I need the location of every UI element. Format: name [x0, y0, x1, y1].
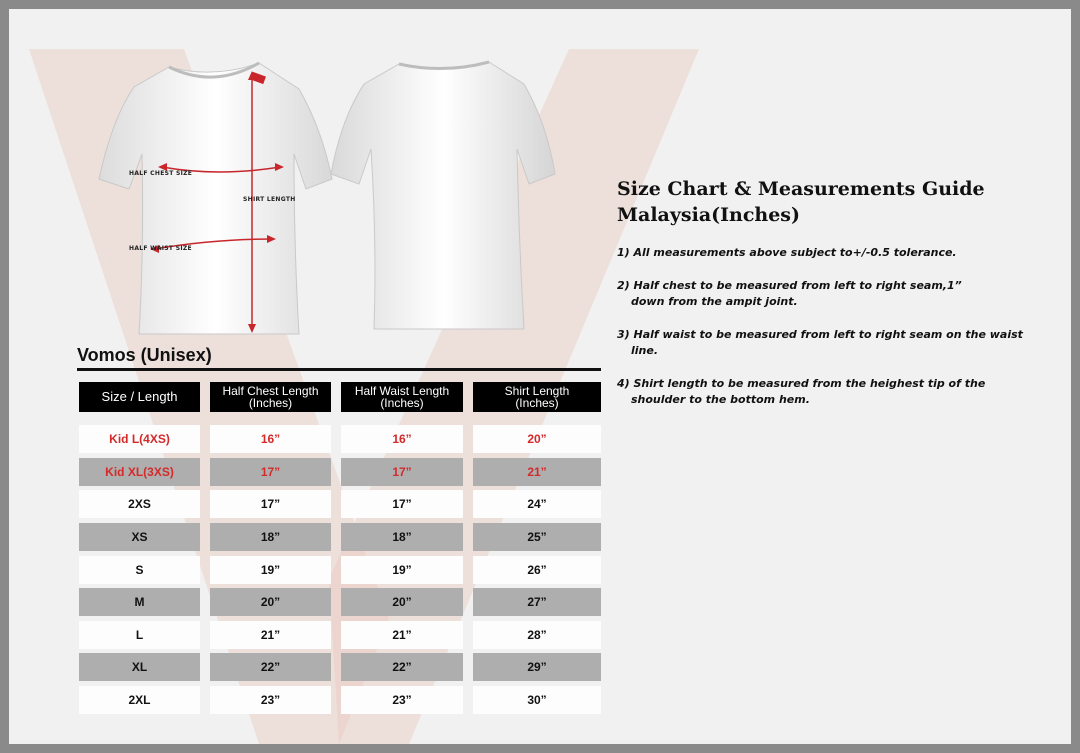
length-cell: 28”	[473, 621, 601, 649]
chest-cell: 23”	[210, 686, 331, 714]
length-cell: 30”	[473, 686, 601, 714]
table-row	[79, 425, 601, 453]
table-row	[79, 523, 601, 551]
size-cell: XS	[79, 523, 200, 551]
size-cell: L	[79, 621, 200, 649]
note-item: 2) Half chest to be measured from left to right seam,1” down from the ampit joint.	[617, 279, 962, 308]
shirt-length-label: SHIRT LENGTH	[243, 196, 296, 203]
header-shirt-length	[473, 382, 601, 412]
header-half-chest	[210, 382, 331, 412]
header-half-chest-unit: (Inches)	[248, 396, 293, 410]
table-header-row	[79, 382, 601, 412]
length-cell: 25”	[473, 523, 601, 551]
waist-cell: 23”	[341, 686, 463, 714]
table-row	[79, 556, 601, 584]
table-row	[79, 490, 601, 518]
length-cell: 21”	[473, 458, 601, 486]
header-size-label: Size / Length	[101, 389, 178, 404]
chest-cell: 22”	[210, 653, 331, 681]
front-shirt-diagram	[94, 49, 344, 339]
chest-cell: 20”	[210, 588, 331, 616]
length-cell: 24”	[473, 490, 601, 518]
waist-cell: 22”	[341, 653, 463, 681]
size-chart-page	[9, 9, 1071, 744]
size-cell: M	[79, 588, 200, 616]
table-title-rule	[77, 368, 601, 371]
back-shirt-diagram	[319, 54, 564, 334]
guide-title-line1: Size Chart & Measurements Guide	[617, 178, 985, 200]
note-item: 1) All measurements above subject to+/-0.5 tolerance.	[617, 246, 957, 259]
guide-title-line2: Malaysia(Inches)	[617, 204, 800, 226]
chest-cell: 21”	[210, 621, 331, 649]
size-cell: S	[79, 556, 200, 584]
waist-cell: 17”	[341, 458, 463, 486]
length-cell: 29”	[473, 653, 601, 681]
table-row	[79, 653, 601, 681]
size-cell: Kid XL(3XS)	[79, 458, 200, 486]
waist-cell: 19”	[341, 556, 463, 584]
chest-cell: 16”	[210, 425, 331, 453]
waist-cell: 21”	[341, 621, 463, 649]
size-cell: 2XL	[79, 686, 200, 714]
guide-title	[617, 176, 985, 228]
half-chest-label: HALF CHEST SIZE	[129, 170, 193, 177]
table-title: Vomos (Unisex)	[77, 345, 212, 365]
chest-cell: 17”	[210, 458, 331, 486]
header-half-waist-label: Half Waist Length	[354, 384, 450, 398]
size-cell: 2XS	[79, 490, 200, 518]
size-cell: XL	[79, 653, 200, 681]
measurement-notes	[617, 245, 1037, 425]
table-row	[79, 686, 601, 714]
length-cell: 20”	[473, 425, 601, 453]
waist-cell: 17”	[341, 490, 463, 518]
header-shirt-length-label: Shirt Length	[504, 384, 570, 398]
header-half-waist-unit: (Inches)	[380, 396, 424, 410]
header-shirt-length-unit: (Inches)	[515, 396, 559, 410]
note-item: 3) Half waist to be measured from left to right seam on the waist line.	[617, 328, 1023, 357]
header-half-chest-label: Half Chest Length	[222, 384, 319, 398]
waist-cell: 20”	[341, 588, 463, 616]
waist-cell: 16”	[341, 425, 463, 453]
chest-cell: 19”	[210, 556, 331, 584]
length-cell: 27”	[473, 588, 601, 616]
half-waist-label: HALF WAIST SIZE	[129, 245, 192, 252]
note-item: 4) Shirt length to be measured from the heighest tip of the shoulder to the bottom hem.	[617, 377, 986, 406]
table-row	[79, 588, 601, 616]
header-half-waist	[341, 382, 463, 412]
length-cell: 26”	[473, 556, 601, 584]
header-size	[79, 382, 200, 412]
chest-cell: 18”	[210, 523, 331, 551]
table-row	[79, 621, 601, 649]
size-cell: Kid L(4XS)	[79, 425, 200, 453]
table-row	[79, 458, 601, 486]
chest-cell: 17”	[210, 490, 331, 518]
waist-cell: 18”	[341, 523, 463, 551]
